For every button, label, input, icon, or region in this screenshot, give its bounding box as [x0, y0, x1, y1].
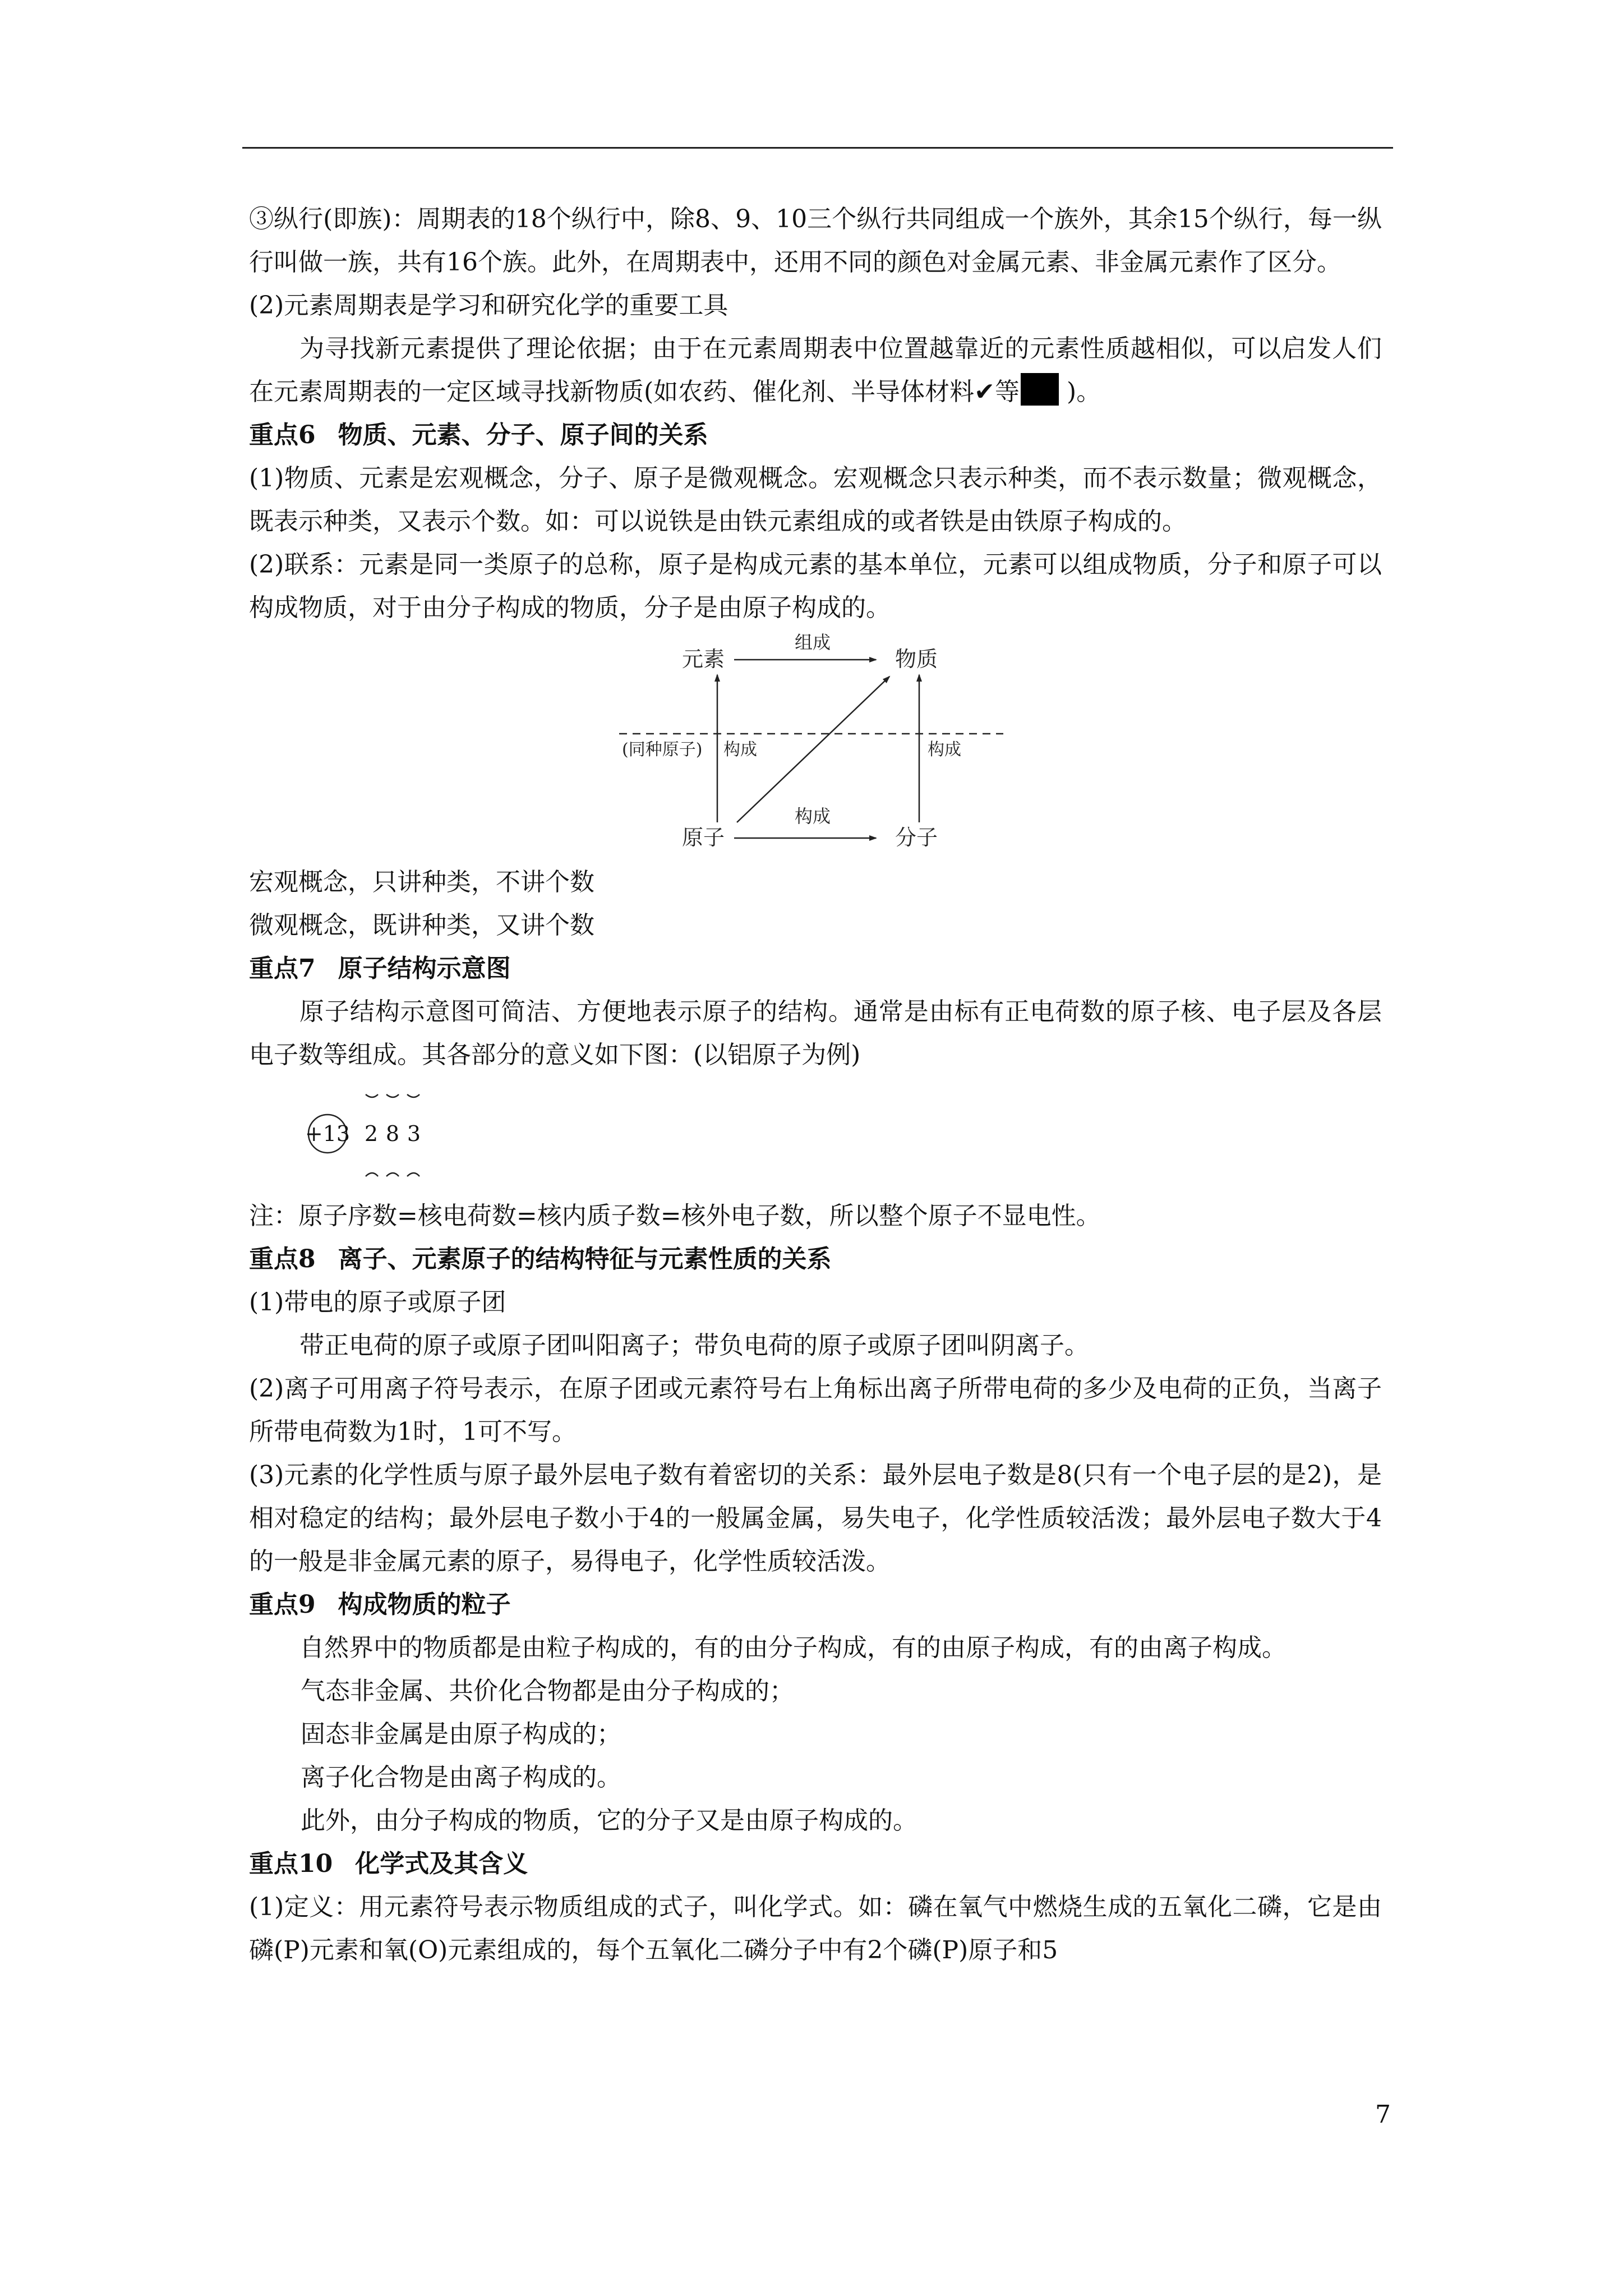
electron-shell-arc — [407, 1094, 419, 1097]
paragraph-molecule-from-atoms: 此外，由分子构成的物质，它的分子又是由原子构成的。 — [301, 1806, 917, 1835]
header-rule — [242, 147, 1393, 149]
electron-shell-arc — [366, 1094, 378, 1097]
paragraph-text: 等 — [995, 378, 1020, 406]
shell-3-electrons: 3 — [407, 1121, 421, 1146]
node-molecule: 分子 — [895, 825, 938, 850]
shell-2-electrons: 8 — [385, 1121, 400, 1146]
page-number: 7 — [1375, 2100, 1391, 2129]
heading-number: 重点7 — [249, 954, 316, 983]
checkmark-icon: ✔ — [974, 378, 995, 406]
paragraph-periodic-table-use — [249, 327, 1382, 413]
aluminum-atom-svg — [299, 1082, 468, 1183]
paragraph-text: )。 — [1067, 378, 1101, 406]
relationship-diagram — [249, 633, 1382, 857]
label-constitute-left: 构成 — [723, 740, 757, 760]
paragraph-particles: 自然界中的物质都是由粒子构成的，有的由分子构成，有的由原子构成，有的由离子构成。 — [299, 1634, 1287, 1662]
heading-number: 重点6 — [249, 421, 316, 449]
paragraph-outer-electrons: (3)元素的化学性质与原子最外层电子数有着密切的关系：最外层电子数是8(只有一个电子层的是2)，是相对稳定的结构；最外层电子数小于4的一般属金属，易失电子，化学性质较活泼；最外层电子数大于4的一般是非金属元素的原子，易得电子，化学性质较活泼。 — [249, 1461, 1382, 1576]
heading-text: 物质、元素、分子、原子间的关系 — [338, 421, 708, 449]
heading-text: 离子、元素原子的结构特征与元素性质的关系 — [338, 1245, 832, 1273]
paragraph-vertical-groups: ③纵行(即族)：周期表的18个纵行中，除8、9、10三个纵行共同组成一个族外，其余15个纵行，每一纵行叫做一族，共有16个族。此外，在周期表中，还用不同的颜色对金属元素、非金属元素作了区分。 — [249, 205, 1382, 277]
electron-shell-arc — [407, 1173, 419, 1176]
paragraph-formula-definition: (1)定义：用元素符号表示物质组成的式子，叫化学式。如：磷在氧气中燃烧生成的五氧化二磷，它是由磷(P)元素和氧(O)元素组成的，每个五氧化二磷分子中有2个磷(P)原子和5 — [249, 1893, 1382, 1964]
label-constitute-right: 构成 — [928, 740, 961, 760]
paragraph-micro-note: 微观概念，既讲种类，又讲个数 — [249, 911, 594, 940]
electron-shell-arc — [386, 1094, 399, 1097]
node-element: 元素 — [681, 647, 725, 671]
paragraph-relations: (2)联系：元素是同一类原子的总称，原子是构成元素的基本单位，元素可以组成物质，分子和原子可以构成物质，对于由分子构成的物质，分子是由原子构成的。 — [249, 550, 1382, 622]
heading-text: 构成物质的粒子 — [338, 1590, 511, 1619]
node-atom: 原子 — [681, 825, 725, 850]
paragraph-periodic-table-tool: (2)元素周期表是学习和研究化学的重要工具 — [249, 291, 728, 320]
section-heading-6 — [249, 413, 1382, 457]
paragraph-macro-note: 宏观概念，只讲种类，不讲个数 — [249, 868, 594, 896]
paragraph-ion-symbol: (2)离子可用离子符号表示，在原子团或元素符号右上角标出离子所带电荷的多少及电荷的正负，当离子所带电荷数为1时，1可不写。 — [249, 1374, 1382, 1446]
electron-shell-arc — [386, 1173, 399, 1176]
heading-number: 重点9 — [249, 1590, 316, 1619]
paragraph-macro-micro: (1)物质、元素是宏观概念，分子、原子是微观概念。宏观概念只表示种类，而不表示数量；微观概念，既表示种类，又表示个数。如：可以说铁是由铁元素组成的或者铁是由铁原子构成的。 — [249, 464, 1382, 536]
heading-text: 化学式及其含义 — [355, 1849, 528, 1878]
paragraph-text: 为寻找新元素提供了理论依据；由于在元素周期表中位置越靠近的元素性质越相似，可以启发人们在元素周期表的一定区域寻找新物质(如农药、催化剂、半导体材料 — [249, 334, 1382, 406]
shell-1-electrons: 2 — [364, 1121, 379, 1146]
paragraph-ionic: 离子化合物是由离子构成的。 — [301, 1763, 621, 1792]
heading-number: 重点8 — [249, 1245, 316, 1273]
section-heading-9 — [249, 1583, 1382, 1626]
heading-text: 原子结构示意图 — [338, 954, 511, 983]
electron-shell-arc — [366, 1173, 378, 1176]
arrow-atom-to-substance — [737, 677, 889, 822]
label-constitute-bottom: 构成 — [794, 806, 831, 827]
paragraph-cation-anion: 带正电荷的原子或原子团叫阳离子；带负电荷的原子或原子团叫阴离子。 — [299, 1331, 1089, 1360]
paragraph-atom-note: 注：原子序数=核电荷数=核内质子数=核外电子数，所以整个原子不显电性。 — [249, 1202, 1101, 1230]
relationship-diagram-svg — [619, 633, 1012, 852]
document-body — [249, 197, 1382, 1972]
node-substance: 物质 — [895, 647, 938, 671]
paragraph-charged-atoms: (1)带电的原子或原子团 — [249, 1288, 506, 1317]
heading-number: 重点10 — [249, 1849, 333, 1878]
paragraph-atomic: 固态非金属是由原子构成的； — [301, 1720, 621, 1749]
atom-structure-diagram — [249, 1082, 1382, 1189]
label-same-atoms: (同种原子) — [622, 740, 703, 760]
nucleus-charge: +13 — [305, 1121, 351, 1146]
paragraph-atom-diagram-intro: 原子结构示意图可简洁、方便地表示原子的结构。通常是由标有正电荷数的原子核、电子层及各层电子数等组成。其各部分的意义如下图：(以铝原子为例) — [249, 997, 1382, 1069]
section-heading-10 — [249, 1842, 1382, 1885]
label-compose: 组成 — [794, 633, 831, 653]
paragraph-molecular: 气态非金属、共价化合物都是由分子构成的； — [301, 1677, 794, 1705]
section-heading-8 — [249, 1237, 1382, 1281]
section-heading-7 — [249, 947, 1382, 990]
redaction-box — [1021, 373, 1059, 406]
